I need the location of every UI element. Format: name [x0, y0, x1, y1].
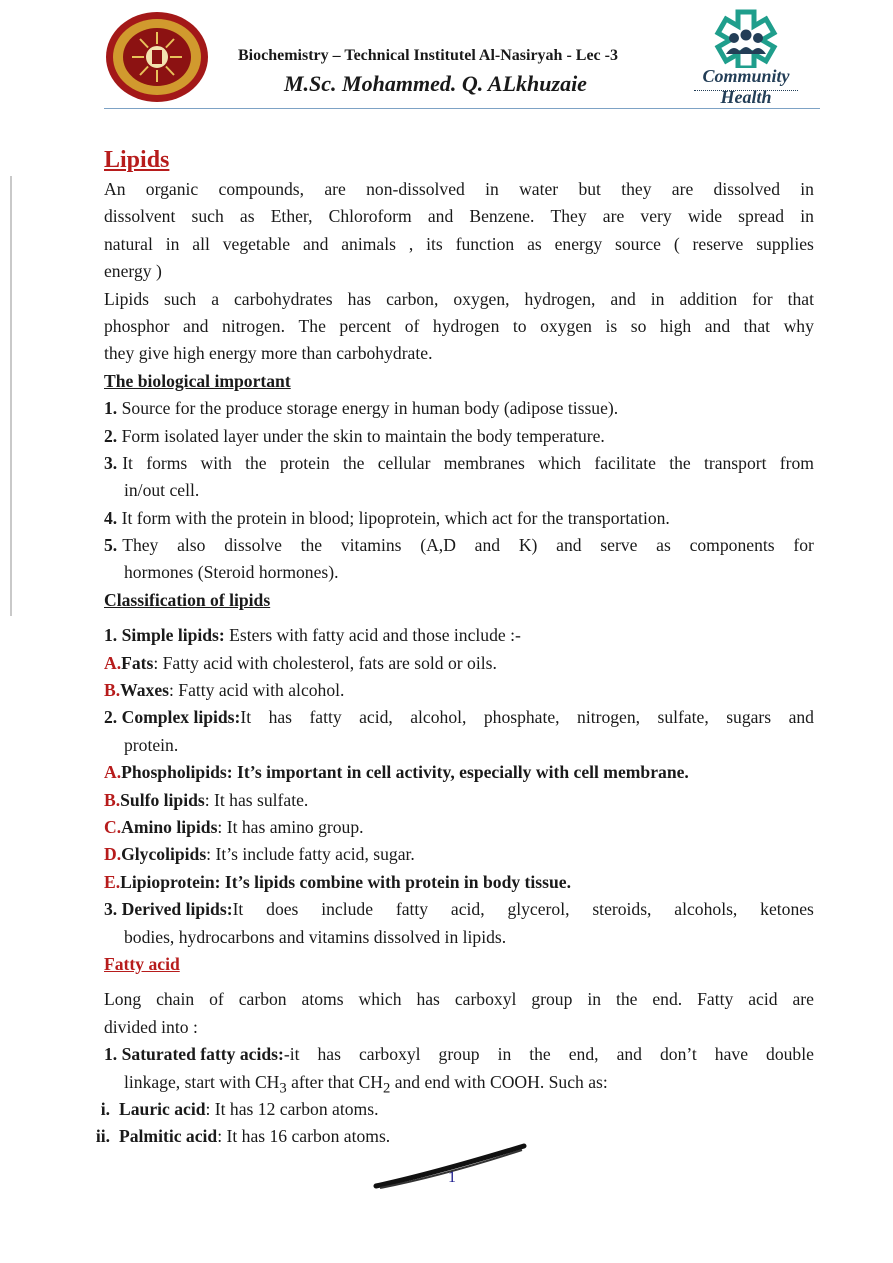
word: its: [426, 233, 443, 254]
word: from: [779, 452, 814, 473]
list-item: [104, 423, 814, 450]
word: which: [358, 989, 402, 1010]
item-text: Form isolated layer under the skin to maintain the body temperature.: [121, 425, 605, 446]
section-heading-biological: The biological important: [104, 370, 291, 391]
word: as: [656, 535, 671, 556]
item-number: 2.: [104, 707, 118, 728]
word: in: [485, 179, 499, 199]
document-body: [95, 144, 814, 1151]
intro-line: energy ): [104, 261, 162, 282]
word: has: [268, 707, 293, 728]
word: glycerol,: [507, 899, 570, 920]
word: include: [321, 899, 374, 920]
item-number: 4.: [104, 507, 118, 528]
word: such: [163, 288, 197, 309]
list-item: [104, 450, 814, 477]
community-health-emblem-icon: [676, 8, 816, 68]
subscript: 2: [382, 1080, 391, 1097]
word: water: [519, 179, 559, 199]
word: a: [211, 288, 219, 309]
word: acid,: [450, 899, 485, 920]
word: has: [416, 989, 440, 1010]
word: the: [245, 452, 267, 473]
word: Lipids: [104, 288, 149, 309]
list-item-continuation: in/out cell.: [124, 480, 200, 501]
word: The: [298, 315, 326, 336]
intro-line: [104, 313, 814, 340]
word: the: [342, 452, 365, 473]
formula-text: and end with COOH. Such as:: [390, 1071, 608, 1092]
word: as: [527, 233, 542, 254]
word: fatty: [395, 899, 429, 920]
word: addition: [679, 288, 738, 309]
list-item-continuation: bodies, hydrocarbons and vitamins dissolved in lipids.: [124, 926, 507, 947]
logo-tagline-dots: [694, 90, 798, 94]
word: in: [800, 179, 814, 199]
word: They: [550, 206, 587, 227]
sub-term: Glycolipids: [121, 844, 207, 865]
item-term: Derived lipids:: [121, 899, 233, 920]
item-text: [122, 532, 814, 559]
word: in: [650, 288, 665, 309]
word: K): [518, 535, 538, 556]
word: and: [183, 315, 209, 336]
sub-letter: C.: [104, 816, 122, 837]
item-number: 3.: [104, 452, 118, 473]
item-number: 1.: [104, 398, 118, 419]
word: has: [317, 1044, 341, 1065]
sub-letter: A.: [104, 652, 122, 673]
list-item: [104, 395, 814, 422]
sub-letter: D.: [104, 844, 122, 865]
word: group: [438, 1044, 480, 1065]
page-title: Lipids: [104, 147, 170, 173]
sub-item: [104, 787, 814, 814]
item-text: Esters with fatty acid and those include :-: [224, 625, 521, 646]
item-number: 5.: [104, 535, 118, 556]
example-text: : It has 12 carbon atoms.: [205, 1098, 379, 1119]
word: -it: [283, 1044, 300, 1065]
word: high: [659, 315, 692, 336]
list-item: [104, 896, 814, 923]
word: non-dissolved: [366, 179, 465, 199]
word: are: [792, 989, 814, 1010]
word: nitrogen,: [577, 707, 641, 728]
header-author: M.Sc. Mohammed. Q. ALkhuzaie: [284, 71, 587, 96]
word: also: [177, 535, 206, 556]
word: the: [529, 1044, 551, 1065]
fatty-acid-intro-line: [104, 986, 814, 1013]
word: that: [743, 315, 771, 336]
sub-text: : Fatty acid with alcohol.: [169, 680, 345, 701]
item-text: [284, 1041, 814, 1068]
item-text: [122, 450, 814, 477]
community-health-logo: [676, 8, 816, 107]
fatty-acid-intro-line: divided into :: [104, 1016, 198, 1037]
word: of: [404, 315, 420, 336]
list-item: [104, 505, 814, 532]
word: sulfate,: [657, 707, 709, 728]
item-text: Source for the produce storage energy in human body (adipose tissue).: [121, 398, 619, 419]
list-item-continuation: hormones (Steroid hormones).: [124, 562, 339, 583]
list-item: [104, 1041, 814, 1068]
word: hydrogen: [432, 315, 500, 336]
list-item: [104, 622, 814, 649]
word: It: [232, 899, 244, 920]
intro-line: [104, 176, 814, 203]
word: the: [615, 989, 638, 1010]
word: transport: [703, 452, 767, 473]
item-number: 1.: [104, 1044, 118, 1065]
word: carbon: [238, 989, 287, 1010]
example-term: Palmitic acid: [119, 1126, 218, 1147]
word: end.: [652, 989, 683, 1010]
word: has: [347, 288, 372, 309]
word: It: [240, 707, 252, 728]
word: ,: [408, 233, 414, 254]
word: nitrogen.: [221, 315, 285, 336]
sub-letter: E.: [104, 871, 121, 892]
roman-number: ii.: [95, 1126, 110, 1147]
sub-term: Amino lipids: [121, 816, 218, 837]
example-item: [80, 1096, 814, 1123]
word: source: [615, 233, 661, 254]
subscript: 3: [279, 1080, 287, 1097]
word: of: [209, 989, 224, 1010]
word: why: [783, 315, 814, 336]
word: sugars: [726, 707, 772, 728]
sub-letter: B.: [104, 680, 121, 701]
word: and: [616, 1044, 642, 1065]
word: carboxyl: [358, 1044, 421, 1065]
word: but: [578, 179, 601, 199]
word: organic: [145, 179, 199, 199]
item-text: It form with the protein in blood; lipoprotein, which act for the transportation.: [121, 507, 670, 528]
word: and: [610, 288, 636, 309]
word: as: [239, 206, 255, 227]
word: and: [788, 707, 814, 728]
word: and: [556, 535, 582, 556]
word: and: [474, 535, 501, 556]
word: that: [787, 288, 814, 309]
word: They: [122, 535, 159, 556]
section-heading-fatty-acid: Fatty acid: [104, 953, 180, 974]
word: Long: [104, 989, 142, 1010]
word: in: [587, 989, 601, 1010]
word: Benzene.: [469, 206, 535, 227]
word: (A,D: [420, 535, 456, 556]
word: vitamins: [340, 535, 402, 556]
item-text: [240, 704, 814, 731]
sub-term: Lipioprotein: [120, 871, 215, 892]
sub-text: : It has amino group.: [217, 816, 364, 837]
intro-line: [104, 286, 814, 313]
intro-line: [104, 231, 814, 258]
word: all: [192, 233, 210, 254]
word: for: [793, 535, 814, 556]
formula-text: linkage, start with CH: [124, 1071, 280, 1092]
sub-text: : It has sulfate.: [204, 789, 309, 810]
word: carbon,: [386, 288, 439, 309]
word: serve: [600, 535, 638, 556]
word: phosphate,: [483, 707, 560, 728]
sub-item: [104, 650, 814, 677]
word: so: [630, 315, 647, 336]
word: carboxyl: [454, 989, 517, 1010]
header-divider: [104, 108, 820, 109]
sub-term: Sulfo lipids: [120, 789, 205, 810]
word: components: [689, 535, 775, 556]
sub-text: : Fatty acid with cholesterol, fats are sold or oils.: [153, 652, 497, 673]
community-health-wordmark: Community Health: [702, 66, 790, 107]
sub-letter: A.: [104, 762, 122, 783]
word: Ether,: [270, 206, 313, 227]
word: with: [200, 452, 232, 473]
word: dissolvent: [104, 206, 176, 227]
list-item: [104, 704, 814, 731]
word: oxygen: [540, 315, 592, 336]
intro-line: they give high energy more than carbohydrate.: [104, 343, 433, 364]
sub-item: [104, 869, 814, 896]
word: very: [640, 206, 672, 227]
page-number: 1: [448, 1169, 456, 1186]
word: they: [621, 179, 652, 199]
word: double: [766, 1044, 814, 1065]
word: (: [673, 233, 680, 254]
word: hydrogen,: [524, 288, 596, 309]
word: ketones: [760, 899, 814, 920]
word: Chloroform: [328, 206, 412, 227]
word: which: [538, 452, 582, 473]
example-term: Lauric acid: [119, 1098, 206, 1119]
roman-number: i.: [100, 1098, 110, 1119]
word: and: [302, 233, 329, 254]
sub-text: : It’s lipids combine with protein in body tissue.: [214, 871, 571, 892]
sub-term: Waxes: [120, 680, 170, 701]
word: function: [455, 233, 515, 254]
word: alcohols,: [674, 899, 738, 920]
word: to: [512, 315, 527, 336]
word: the: [669, 452, 691, 473]
section-heading-classification: Classification of lipids: [104, 589, 271, 610]
list-item-continuation: [104, 1069, 814, 1096]
sub-item: [104, 841, 814, 868]
word: steroids,: [592, 899, 652, 920]
word: energy: [554, 233, 603, 254]
word: and: [427, 206, 454, 227]
list-item: [104, 532, 814, 559]
header-course-line: Biochemistry – Technical Institutel Al-Nasiryah - Lec -3: [238, 47, 618, 64]
word: in: [497, 1044, 512, 1065]
example-text: : It has 16 carbon atoms.: [217, 1126, 391, 1147]
word: the: [300, 535, 323, 556]
word: group: [531, 989, 573, 1010]
university-seal-logo: [104, 10, 210, 104]
word: phosphor: [104, 315, 170, 336]
item-term: Complex lipids:: [121, 707, 241, 728]
word: cellular: [377, 452, 431, 473]
word: membranes: [443, 452, 525, 473]
word: in: [165, 233, 180, 254]
word: dissolve: [224, 535, 282, 556]
word: Fatty: [697, 989, 734, 1010]
word: spread: [738, 206, 785, 227]
word: An: [104, 179, 126, 199]
word: such: [191, 206, 224, 227]
word: end,: [568, 1044, 599, 1065]
sub-item: [104, 814, 814, 841]
word: forms: [146, 452, 188, 473]
word: wide: [687, 206, 723, 227]
word: vegetable: [222, 233, 291, 254]
word: acid,: [359, 707, 393, 728]
word: natural: [104, 233, 153, 254]
word: fatty: [309, 707, 342, 728]
sub-term: Phospholipids: [121, 762, 227, 783]
word: dissolved: [713, 179, 781, 199]
word: It: [122, 452, 133, 473]
word: atoms: [301, 989, 344, 1010]
item-number: 2.: [104, 425, 118, 446]
word: for: [752, 288, 773, 309]
word: alcohol,: [410, 707, 467, 728]
sub-term: Fats: [121, 652, 154, 673]
sub-text: : It’s important in cell activity, especially with cell membrane.: [226, 762, 689, 783]
word: oxygen,: [453, 288, 510, 309]
word: facilitate: [594, 452, 656, 473]
scan-edge-shadow: [10, 176, 12, 616]
word: are: [602, 206, 625, 227]
word: are: [324, 179, 346, 199]
word: compounds,: [218, 179, 305, 199]
word: carbohydrates: [233, 288, 333, 309]
sub-text: : It’s include fatty acid, sugar.: [206, 844, 415, 865]
word: supplies: [756, 233, 814, 254]
item-number: 1.: [104, 625, 118, 646]
sub-letter: B.: [104, 789, 121, 810]
page-number-stroke: [372, 1140, 532, 1192]
list-item-continuation: protein.: [124, 734, 179, 755]
word: does: [266, 899, 299, 920]
word: in: [800, 206, 814, 227]
sub-item: [104, 677, 814, 704]
word: don’t: [659, 1044, 697, 1065]
word: percent: [339, 315, 392, 336]
word: and: [704, 315, 731, 336]
word: protein: [279, 452, 330, 473]
word: acid: [748, 989, 778, 1010]
item-number: 3.: [104, 899, 118, 920]
word: is: [605, 315, 618, 336]
sub-item: [104, 759, 814, 786]
word: reserve: [692, 233, 744, 254]
word: animals: [341, 233, 396, 254]
word: have: [714, 1044, 749, 1065]
item-term: Saturated fatty acids:: [121, 1044, 284, 1065]
formula-text: after that CH: [286, 1071, 383, 1092]
intro-line: [104, 203, 814, 230]
item-term: Simple lipids:: [121, 625, 225, 646]
item-text: [233, 896, 814, 923]
word: are: [671, 179, 694, 199]
word: chain: [156, 989, 195, 1010]
